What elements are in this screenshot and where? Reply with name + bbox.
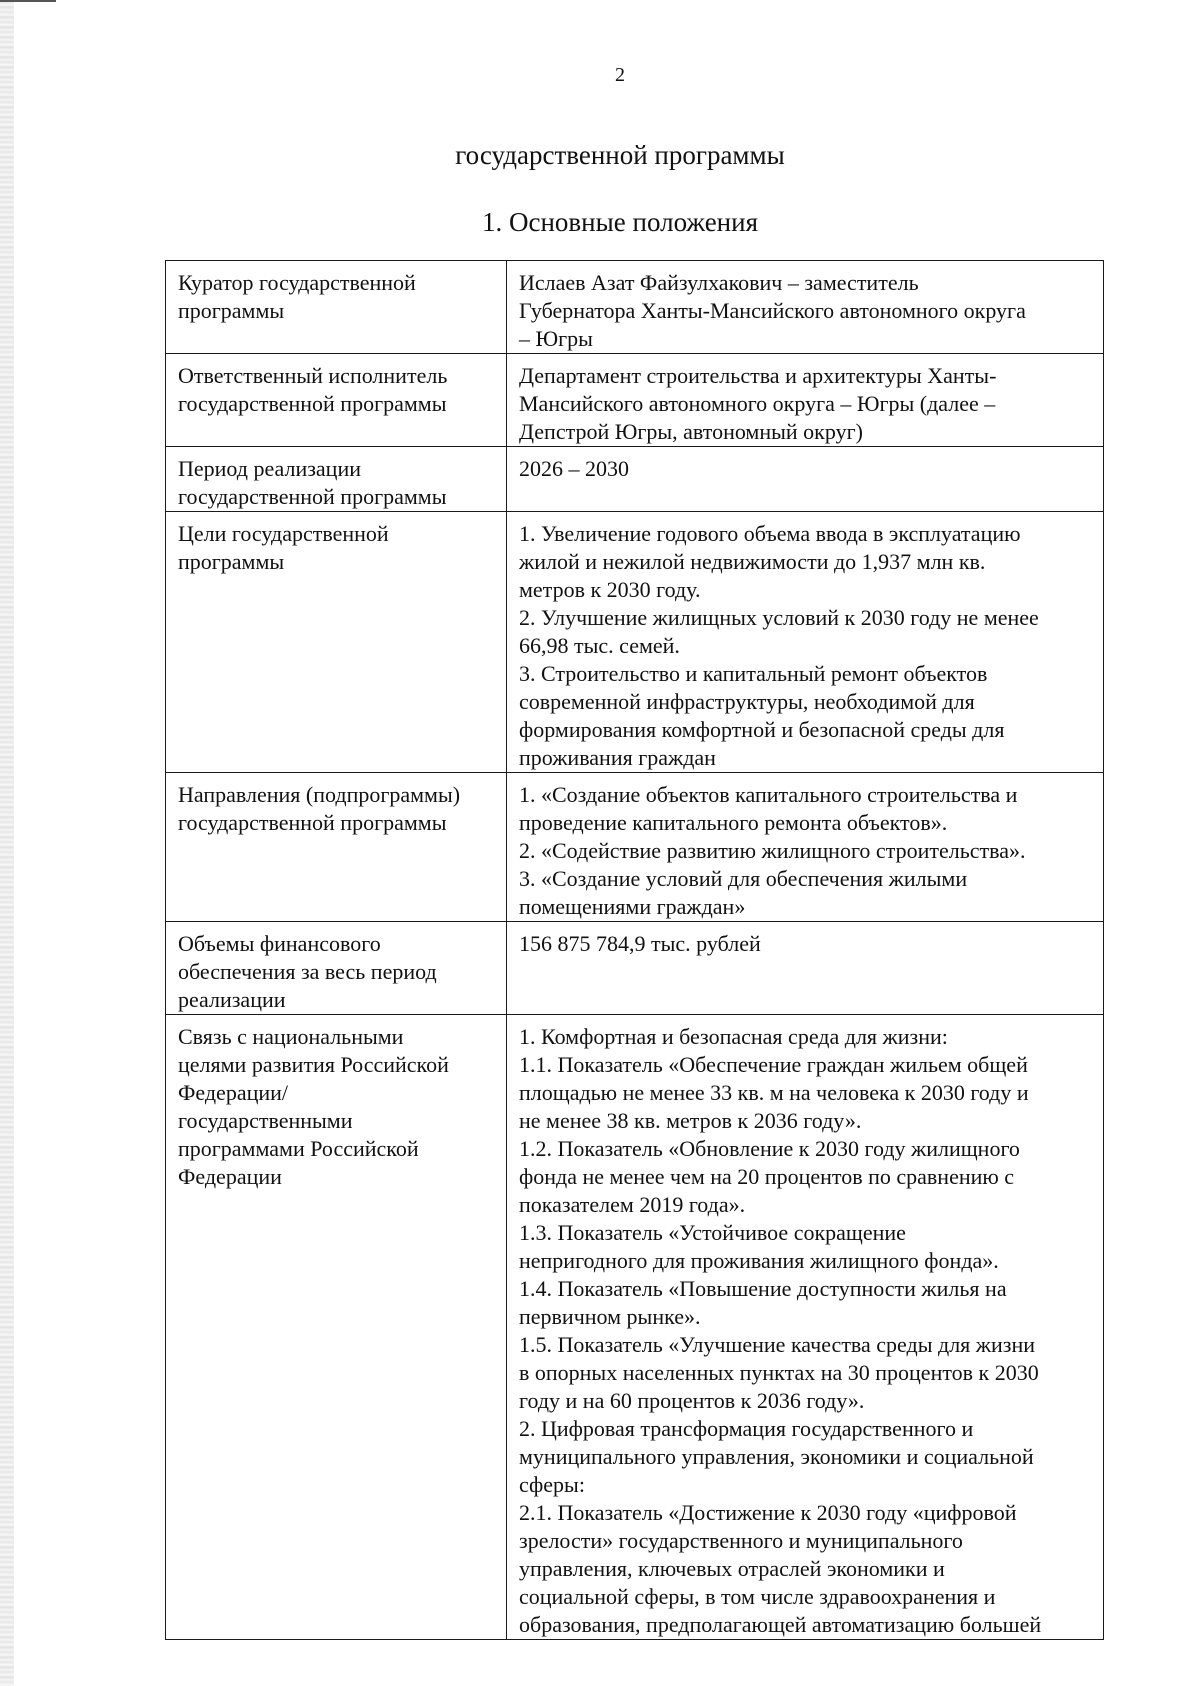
table-row [166, 512, 1104, 773]
row-label-cell [166, 354, 507, 447]
row-value-line: 1. «Создание объектов капитального строительства и [519, 782, 1018, 807]
row-value-line: Мансийского автономного округа – Югры (далее – [519, 391, 996, 416]
row-label-line: Федерации/ [178, 1080, 289, 1105]
row-value-line: управления, ключевых отраслей экономики и [519, 1556, 945, 1581]
row-value-line: социальной сферы, в том числе здравоохранения и [519, 1584, 996, 1609]
row-value-line: 2.1. Показатель «Достижение к 2030 году «цифровой [519, 1500, 1017, 1525]
row-value-line: показателем 2019 года». [519, 1192, 746, 1217]
section-heading-continued: государственной программы [455, 140, 785, 170]
row-value-line: 1. Комфортная и безопасная среда для жизни: [519, 1024, 948, 1049]
row-label-line: Цели государственной [178, 521, 389, 546]
row-value-line: 2026 – 2030 [519, 456, 629, 481]
row-value-cell [507, 773, 1104, 922]
row-label-line: Федерации [178, 1164, 282, 1189]
row-label-line: программы [178, 549, 285, 574]
row-value-line: сферы: [519, 1472, 585, 1497]
row-value-line: не менее 38 кв. метров к 2036 году». [519, 1108, 862, 1133]
table-row [166, 261, 1104, 354]
page-number: 2 [615, 64, 625, 86]
row-value-line: 1.3. Показатель «Устойчивое сокращение [519, 1220, 906, 1245]
row-value-cell [507, 447, 1104, 512]
row-value-line: зрелости» государственного и муниципального [519, 1528, 963, 1553]
row-label-line: государственной программы [178, 484, 447, 509]
row-label-cell [166, 922, 507, 1015]
row-label-line: государственной программы [178, 810, 447, 835]
row-value-cell [507, 261, 1104, 354]
row-value-line: помещениями граждан» [519, 894, 746, 919]
row-label-cell [166, 1015, 507, 1640]
row-value-line: 1.4. Показатель «Повышение доступности жилья на [519, 1276, 1007, 1301]
row-value-cell [507, 512, 1104, 773]
row-label-line: Период реализации [178, 456, 362, 481]
row-value-cell [507, 1015, 1104, 1640]
row-value-line: 3. Строительство и капитальный ремонт объектов [519, 661, 988, 686]
row-value-line: 66,98 тыс. семей. [519, 633, 680, 658]
row-value-line: году и на 60 процентов к 2036 году». [519, 1388, 865, 1413]
row-label-line: Куратор государственной [178, 270, 416, 295]
row-label-line: Ответственный исполнитель [178, 363, 448, 388]
row-value-line: фонда не менее чем на 20 процентов по сравнению с [519, 1164, 1015, 1189]
row-label-cell [166, 261, 507, 354]
row-value-line: современной инфраструктуры, необходимой для [519, 689, 975, 714]
row-label-line: Объемы финансового [178, 931, 381, 956]
row-label-cell [166, 447, 507, 512]
row-label-line: обеспечения за весь период [178, 959, 437, 984]
row-label-cell [166, 512, 507, 773]
row-value-line: первичном рынке». [519, 1304, 701, 1329]
row-value-cell [507, 922, 1104, 1015]
row-label-line: программы [178, 298, 285, 323]
row-value-line: формирования комфортной и безопасной среды для [519, 717, 1005, 742]
row-label-line: государственными [178, 1108, 353, 1133]
section-title: 1. Основные положения [482, 207, 758, 237]
row-value-line: 156 875 784,9 тыс. рублей [519, 931, 761, 956]
row-label-line: государственной программы [178, 391, 447, 416]
row-value-line: проведение капитального ремонта объектов». [519, 810, 948, 835]
row-value-line: жилой и нежилой недвижимости до 1,937 млн кв. [519, 549, 986, 574]
row-value-line: Губернатора Ханты-Мансийского автономного округа [519, 298, 1026, 323]
row-value-line: непригодного для проживания жилищного фонда». [519, 1248, 999, 1273]
row-value-line: Департамент строительства и архитектуры Ханты- [519, 363, 997, 388]
row-value-line: в опорных населенных пунктах на 30 процентов к 2030 [519, 1360, 1039, 1385]
table-row [166, 354, 1104, 447]
row-label-line: реализации [178, 987, 286, 1012]
row-value-line: Ислаев Азат Файзулхакович – заместитель [519, 270, 919, 295]
row-value-line: 1.5. Показатель «Улучшение качества среды для жизни [519, 1332, 1036, 1357]
table-row [166, 773, 1104, 922]
row-value-line: 1. Увеличение годового объема ввода в эксплуатацию [519, 521, 1021, 546]
row-label-cell [166, 773, 507, 922]
row-value-line: Депстрой Югры, автономный округ) [519, 419, 863, 444]
table-row [166, 447, 1104, 512]
row-value-line: образования, предполагающей автоматизацию большей [519, 1612, 1042, 1637]
program-passport-table [165, 260, 1104, 1640]
scan-edge-artifact [0, 0, 14, 1686]
table-row [166, 922, 1104, 1015]
row-value-line: 3. «Создание условий для обеспечения жилыми [519, 866, 968, 891]
row-label-line: программами Российской [178, 1136, 419, 1161]
row-value-cell [507, 354, 1104, 447]
row-value-line: проживания граждан [519, 745, 716, 770]
row-value-line: 2. Цифровая трансформация государственного и [519, 1416, 974, 1441]
row-value-line: метров к 2030 году. [519, 577, 701, 602]
corner-scan-mark [0, 0, 56, 2]
row-value-line: 1.1. Показатель «Обеспечение граждан жильем общей [519, 1052, 1028, 1077]
row-value-line: 1.2. Показатель «Обновление к 2030 году жилищного [519, 1136, 1020, 1161]
row-value-line: 2. «Содействие развитию жилищного строительства». [519, 838, 1026, 863]
row-label-line: Направления (подпрограммы) [178, 782, 461, 807]
row-label-line: целями развития Российской [178, 1052, 449, 1077]
row-value-line: 2. Улучшение жилищных условий к 2030 году не менее [519, 605, 1039, 630]
table-row [166, 1015, 1104, 1640]
row-value-line: – Югры [519, 326, 593, 351]
row-label-line: Связь с национальными [178, 1024, 404, 1049]
row-value-line: площадью не менее 33 кв. м на человека к 2030 году и [519, 1080, 1029, 1105]
row-value-line: муниципального управления, экономики и социальной [519, 1444, 1034, 1469]
